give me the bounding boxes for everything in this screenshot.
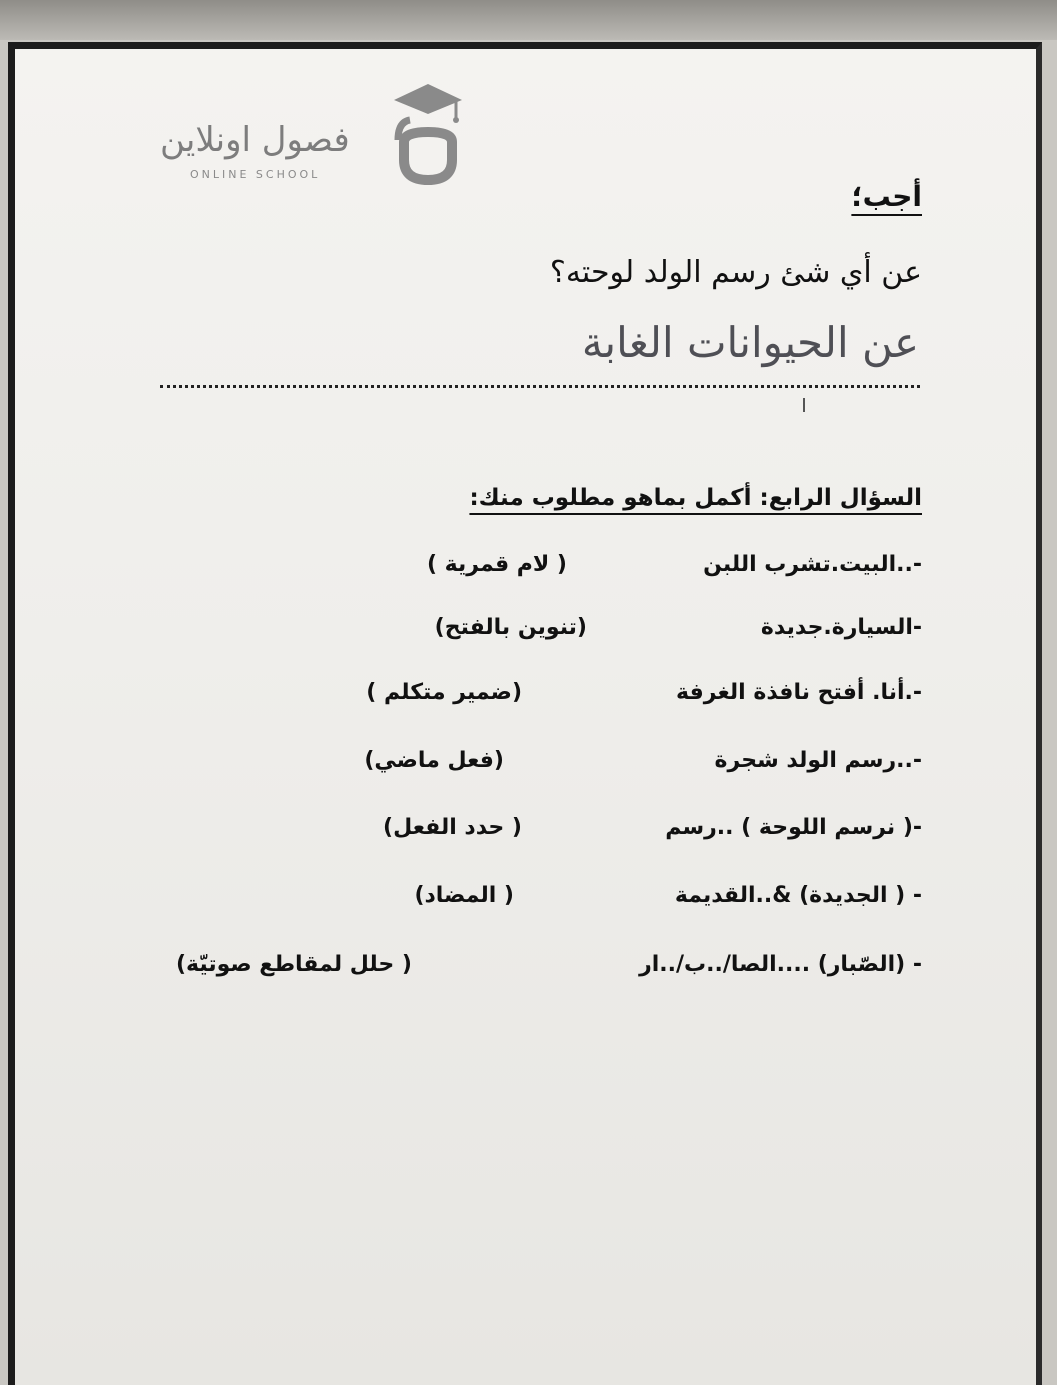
exercise-sentence: - ( الجديدة) &..القديمة: [674, 883, 922, 908]
exercise-sentence: -السيارة.جديدة: [760, 615, 922, 640]
pencil-mark: [803, 398, 805, 412]
exercise-row: [152, 680, 922, 724]
exercise-sentence: -( نرسم اللوحة ) ..رسم: [665, 815, 922, 840]
exercise-row: [152, 552, 922, 596]
exercise-sentence: -..البيت.تشرب اللبن: [703, 552, 922, 577]
exercise-row: [152, 748, 922, 792]
school-logo: [150, 80, 470, 190]
exercise-hint: ( المضاد): [414, 883, 514, 908]
exercise-row: [152, 615, 922, 659]
handwritten-answer: عن الحيوانات الغابة: [581, 318, 919, 367]
exercise-hint: (ضمير متكلم ): [366, 680, 522, 705]
exercise-row: [152, 815, 922, 859]
section-title: السؤال الرابع: أكمل بماهو مطلوب منك:: [469, 485, 922, 511]
exercise-row: [132, 952, 922, 996]
logo-arabic-text: فصول اونلاين: [160, 120, 350, 160]
question-text: عن أي شئ رسم الولد لوحته؟: [549, 255, 922, 290]
background-edge: [0, 0, 1057, 40]
answer-heading: أجب؛: [851, 180, 922, 213]
exercise-sentence: -.أنا. أفتح نافذة الغرفة: [676, 680, 922, 705]
exercise-hint: (تنوين بالفتح): [434, 615, 587, 640]
logo-english-text: ONLINE SCHOOL: [190, 168, 321, 181]
exercise-sentence: -..رسم الولد شجرة: [714, 748, 922, 773]
exercise-hint: (فعل ماضي): [364, 748, 504, 773]
exercise-hint: ( حلل لمقاطع صوتيّة): [175, 952, 412, 977]
exercise-row: [152, 883, 922, 927]
exercise-hint: ( لام قمرية ): [426, 552, 567, 577]
exercise-sentence: - (الصّبار) ....الصا/..ب/..ار: [639, 952, 922, 977]
graduation-cap-letter-icon: [386, 80, 470, 190]
exercise-hint: ( حدد الفعل): [383, 815, 522, 840]
